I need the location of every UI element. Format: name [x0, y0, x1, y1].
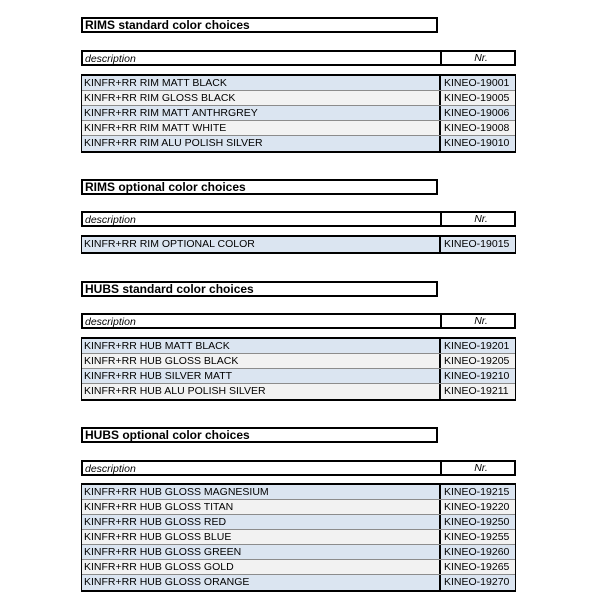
table-header	[81, 460, 516, 476]
column-header-description: description	[85, 53, 136, 65]
column-header-nr: Nr.	[440, 460, 520, 476]
row-description: KINFR+RR HUB MATT BLACK	[84, 340, 230, 352]
row-description: KINFR+RR RIM ALU POLISH SILVER	[84, 137, 263, 149]
section-title: HUBS standard color choices	[81, 281, 438, 297]
row-nr: KINEO-19001	[439, 76, 520, 90]
table-row	[82, 237, 515, 252]
section-hubs-standard	[81, 281, 516, 397]
row-nr: KINEO-19010	[439, 136, 520, 151]
table-body	[81, 74, 516, 153]
table-row	[82, 369, 515, 384]
row-description: KINFR+RR RIM GLOSS BLACK	[84, 92, 236, 104]
row-nr: KINEO-19210	[439, 369, 520, 383]
row-nr: KINEO-19006	[439, 106, 520, 120]
row-nr: KINEO-19265	[439, 560, 520, 574]
column-header-description: description	[85, 316, 136, 328]
row-description: KINFR+RR HUB GLOSS BLUE	[84, 531, 232, 543]
table-header	[81, 313, 516, 329]
row-description: KINFR+RR RIM MATT WHITE	[84, 122, 227, 134]
column-header-nr: Nr.	[440, 50, 520, 66]
section-title: RIMS optional color choices	[81, 179, 438, 195]
table-row	[82, 500, 515, 515]
row-nr: KINEO-19005	[439, 91, 520, 105]
table-row	[82, 354, 515, 369]
column-header-description: description	[85, 214, 136, 226]
row-description: KINFR+RR HUB GLOSS GOLD	[84, 561, 234, 573]
table-row	[82, 339, 515, 354]
row-nr: KINEO-19215	[439, 485, 520, 499]
row-nr: KINEO-19250	[439, 515, 520, 529]
section-title: RIMS standard color choices	[81, 17, 438, 33]
row-description: KINFR+RR HUB SILVER MATT	[84, 370, 233, 382]
table-row	[82, 136, 515, 151]
row-nr: KINEO-19008	[439, 121, 520, 135]
table-row	[82, 384, 515, 399]
table-row	[82, 515, 515, 530]
table-row	[82, 575, 515, 590]
row-description: KINFR+RR RIM MATT BLACK	[84, 77, 227, 89]
row-description: KINFR+RR HUB GLOSS MAGNESIUM	[84, 486, 269, 498]
row-description: KINFR+RR HUB GLOSS BLACK	[84, 355, 239, 367]
row-nr: KINEO-19211	[439, 384, 520, 399]
row-nr: KINEO-19220	[439, 500, 520, 514]
column-header-nr: Nr.	[440, 211, 520, 227]
column-header-description: description	[85, 463, 136, 475]
section-hubs-optional	[81, 427, 516, 588]
row-description: KINFR+RR HUB GLOSS ORANGE	[84, 576, 250, 588]
table-row	[82, 106, 515, 121]
row-nr: KINEO-19255	[439, 530, 520, 544]
section-rims-standard	[81, 17, 516, 149]
table-header	[81, 50, 516, 66]
row-description: KINFR+RR HUB ALU POLISH SILVER	[84, 385, 266, 397]
row-nr: KINEO-19260	[439, 545, 520, 559]
row-description: KINFR+RR HUB GLOSS TITAN	[84, 501, 234, 513]
row-nr: KINEO-19015	[439, 237, 520, 252]
row-nr: KINEO-19201	[439, 339, 520, 353]
table-row	[82, 545, 515, 560]
table-row	[82, 485, 515, 500]
table-body	[81, 483, 516, 592]
table-row	[82, 76, 515, 91]
row-nr: KINEO-19270	[439, 575, 520, 590]
row-description: KINFR+RR RIM OPTIONAL COLOR	[84, 238, 255, 250]
table-body	[81, 235, 516, 254]
section-title: HUBS optional color choices	[81, 427, 438, 443]
table-row	[82, 91, 515, 106]
row-nr: KINEO-19205	[439, 354, 520, 368]
row-description: KINFR+RR HUB GLOSS RED	[84, 516, 227, 528]
table-row	[82, 121, 515, 136]
table-body	[81, 337, 516, 401]
table-row	[82, 560, 515, 575]
column-header-nr: Nr.	[440, 313, 520, 329]
table-row	[82, 530, 515, 545]
section-rims-optional	[81, 179, 516, 250]
table-header	[81, 211, 516, 227]
row-description: KINFR+RR HUB GLOSS GREEN	[84, 546, 242, 558]
row-description: KINFR+RR RIM MATT ANTHRGREY	[84, 107, 258, 119]
